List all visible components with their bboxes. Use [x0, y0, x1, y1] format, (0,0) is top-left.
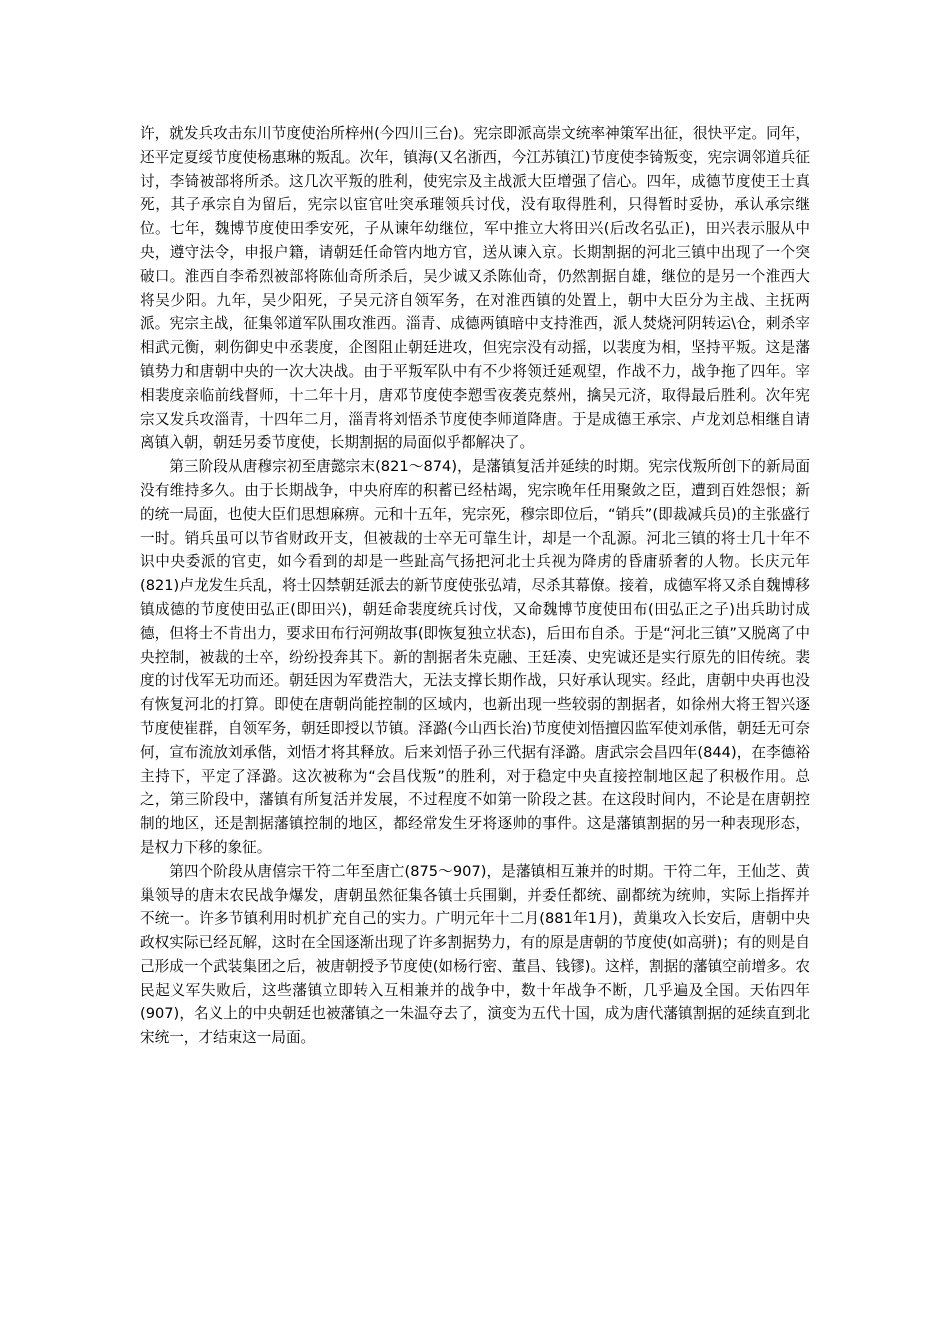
- paragraph-2: 第三阶段从唐穆宗初至唐懿宗末(821～874)，是藩镇复活并延续的时期。宪宗伐叛所创下的新局面没有维持多久。由于长期战争，中央府库的积蓄已经枯竭，宪宗晚年任用聚敛之臣，遭到百姓怨恨；新的统一局面，也使大臣们思想麻痹。元和十五年，宪宗死，穆宗即位后，“销兵”(即裁减兵员)的主张盛行一时。销兵虽可以节省财政开支，但被裁的士卒无可靠生计，却是一个乱源。河北三镇的将士几十年不识中央委派的官吏，如今看到的却是一些趾高气扬把河北士兵视为降虏的昏庸骄奢的人物。长庆元年(821)卢龙发生兵乱，将士囚禁朝廷派去的新节度使张弘靖，尽杀其幕僚。接着，成德军将又杀自魏博移镇成德的节度使田弘正(即田兴)，朝廷命裴度统兵讨伐，又命魏博节度使田布(田弘正之子)出兵助讨成德，但将士不肯出力，要求田布行河朔故事(即恢复独立状态)，后田布自杀。于是“河北三镇”又脱离了中央控制，被裁的士卒，纷纷投奔其下。新的割据者朱克融、王廷凑、史宪诚还是实行原先的旧传统。裴度的讨伐军无功而还。朝廷因为军费浩大，无法支撑长期作战，只好承认现实。经此，唐朝中央再也没有恢复河北的打算。即使在唐朝尚能控制的区域内，也新出现一些较弱的割据者，如徐州大将王智兴逐节度使崔群，自领军务，朝廷即授以节镇。泽潞(今山西长治)节度使刘悟擅囚监军使刘承偕，朝廷无可奈何，宣布流放刘承偕，刘悟才将其释放。后来刘悟子孙三代据有泽潞。唐武宗会昌四年(844)，在李德裕主持下，平定了泽潞。这次被称为“会昌伐叛”的胜利，对于稳定中央直接控制地区起了积极作用。总之，第三阶段中，藩镇有所复活并发展，不过程度不如第一阶段之甚。在这段时间内，不论是在唐朝控制的地区，还是割据藩镇控制的地区，都经常发生牙将逐帅的事件。这是藩镇割据的另一种表现形态，是权力下移的象征。: [140, 458, 810, 856]
- paragraph-1: 许，就发兵攻击东川节度使治所梓州(今四川三台)。宪宗即派高崇文统率神策军出征，很快平定。同年，还平定夏绥节度使杨惠琳的叛乱。次年，镇海(又名浙西，今江苏镇江)节度使李锜叛变，宪宗调邻道兵征讨，李锜被部将所杀。这几次平叛的胜利，使宪宗及主战派大臣增强了信心。四年，成德节度使王士真死，其子承宗自为留后，宪宗以宦官吐突承璀领兵讨伐，没有取得胜利，只得暂时妥协，承认承宗继位。七年，魏博节度使田季安死，子从谏年幼继位，军中推立大将田兴(后改名弘正)，田兴表示服从中央，遵守法令，申报户籍，请朝廷任命管内地方官，送从谏入京。长期割据的河北三镇中出现了一个突破口。淮西自李希烈被部将陈仙奇所杀后，吴少诚又杀陈仙奇，仍然割据自雄，继位的是另一个淮西大将吴少阳。九年，吴少阳死，子吴元济自领军务，在对淮西镇的处置上，朝中大臣分为主战、主抚两派。宪宗主战，征集邻道军队围攻淮西。淄青、成德两镇暗中支持淮西，派人焚烧河阴转运\仓，刺杀宰相武元衡，刺伤御史中丞裴度，企图阻止朝廷进攻，但宪宗没有动摇，以裴度为相，坚持平叛。这是藩镇势力和唐朝中央的一次大决战。由于平叛军队中有不少将领迁延观望，作战不力，战争拖了四年。宰相裴度亲临前线督师，十二年十月，唐邓节度使李愬雪夜袭克蔡州，擒吴元济，取得最后胜利。次年宪宗又发兵攻淄青，十四年二月，淄青将刘悟杀节度使李师道降唐。于是成德王承宗、卢龙刘总相继自请离镇入朝，朝廷另委节度使，长期割据的局面似乎都解决了。: [140, 125, 810, 452]
- paragraph-3: 第四个阶段从唐僖宗干符二年至唐亡(875～907)，是藩镇相互兼并的时期。干符二年，王仙芝、黄巢领导的唐末农民战争爆发，唐朝虽然征集各镇士兵围剿，并委任都统、副都统为统帅，实际上指挥并不统一。许多节镇利用时机扩充自己的实力。广明元年十二月(881年1月)，黄巢攻入长安后，唐朝中央政权实际已经瓦解，这时在全国逐渐出现了许多割据势力，有的原是唐朝的节度使(如高骈)；有的则是自己形成一个武装集团之后，被唐朝授予节度使(如杨行密、董昌、钱镠)。这样，割据的藩镇空前增多。农民起义军失败后，这些藩镇立即转入互相兼并的战争中，数十年战争不断，几乎遍及全国。天佑四年(907)，名义上的中央朝廷也被藩镇之一朱温夺去了，演变为五代十国，成为唐代藩镇割据的延续直到北宋统一，才结束这一局面。: [140, 862, 810, 1047]
- document-page: [140, 122, 810, 1050]
